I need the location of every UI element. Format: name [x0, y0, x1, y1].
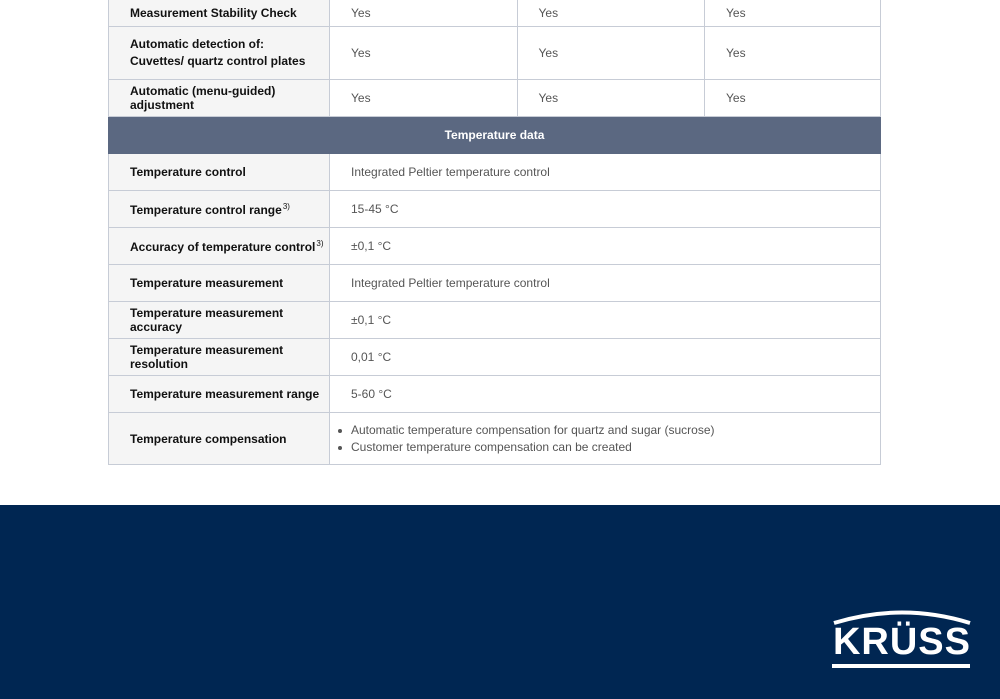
list-item: Automatic temperature compensation for quartz and sugar (sucrose) — [351, 422, 880, 439]
table-row — [109, 191, 881, 228]
row-label: Temperature measurement range — [109, 376, 330, 413]
cell-value: Yes — [330, 80, 518, 117]
cell-value: Integrated Peltier temperature control — [330, 154, 881, 191]
row-label: Temperature control — [109, 154, 330, 191]
cell-value: Yes — [517, 27, 705, 80]
table-row — [109, 413, 881, 465]
cell-value: Yes — [517, 80, 705, 117]
logo-underline — [832, 664, 970, 668]
table-row — [109, 80, 881, 117]
spec-table — [108, 0, 881, 465]
cell-value: 5-60 °C — [330, 376, 881, 413]
row-label: Temperature measurement — [109, 265, 330, 302]
cell-value: ±0,1 °C — [330, 302, 881, 339]
footnote-ref: 3) — [282, 201, 290, 211]
table-row — [109, 228, 881, 265]
table-row — [109, 27, 881, 80]
table-row — [109, 0, 881, 27]
section-title: Temperature data — [109, 117, 881, 154]
logo-text: KRÜSS — [832, 621, 972, 663]
row-label — [109, 228, 330, 265]
table-row — [109, 154, 881, 191]
cell-value: Yes — [330, 0, 518, 27]
table-row — [109, 376, 881, 413]
cell-value: ±0,1 °C — [330, 228, 881, 265]
table-row — [109, 302, 881, 339]
cell-value: 0,01 °C — [330, 339, 881, 376]
cell-value: Yes — [705, 0, 881, 27]
row-label: Temperature measurement resolution — [109, 339, 330, 376]
kruss-logo — [832, 606, 972, 670]
table-row — [109, 339, 881, 376]
row-label — [109, 27, 330, 80]
section-header-row — [109, 117, 881, 154]
footnote-ref: 3) — [316, 238, 324, 248]
row-label — [109, 191, 330, 228]
row-label-text: Temperature control range — [130, 202, 282, 217]
row-label: Temperature compensation — [109, 413, 330, 465]
cell-value — [330, 413, 881, 465]
row-label-line: Cuvettes/ quartz control plates — [130, 54, 306, 68]
cell-value: 15-45 °C — [330, 191, 881, 228]
bullet-list — [351, 422, 880, 456]
cell-value: Integrated Peltier temperature control — [330, 265, 881, 302]
cell-value: Yes — [330, 27, 518, 80]
row-label-text: Accuracy of temperature control — [130, 239, 316, 254]
row-label-line: Automatic detection of: — [130, 37, 264, 51]
row-label: Measurement Stability Check — [109, 0, 330, 27]
cell-value: Yes — [705, 27, 881, 80]
table-row — [109, 265, 881, 302]
row-label: Temperature measurement accuracy — [109, 302, 330, 339]
cell-value: Yes — [517, 0, 705, 27]
list-item: Customer temperature compensation can be created — [351, 439, 880, 456]
cell-value: Yes — [705, 80, 881, 117]
row-label: Automatic (menu-guided) adjustment — [109, 80, 330, 117]
